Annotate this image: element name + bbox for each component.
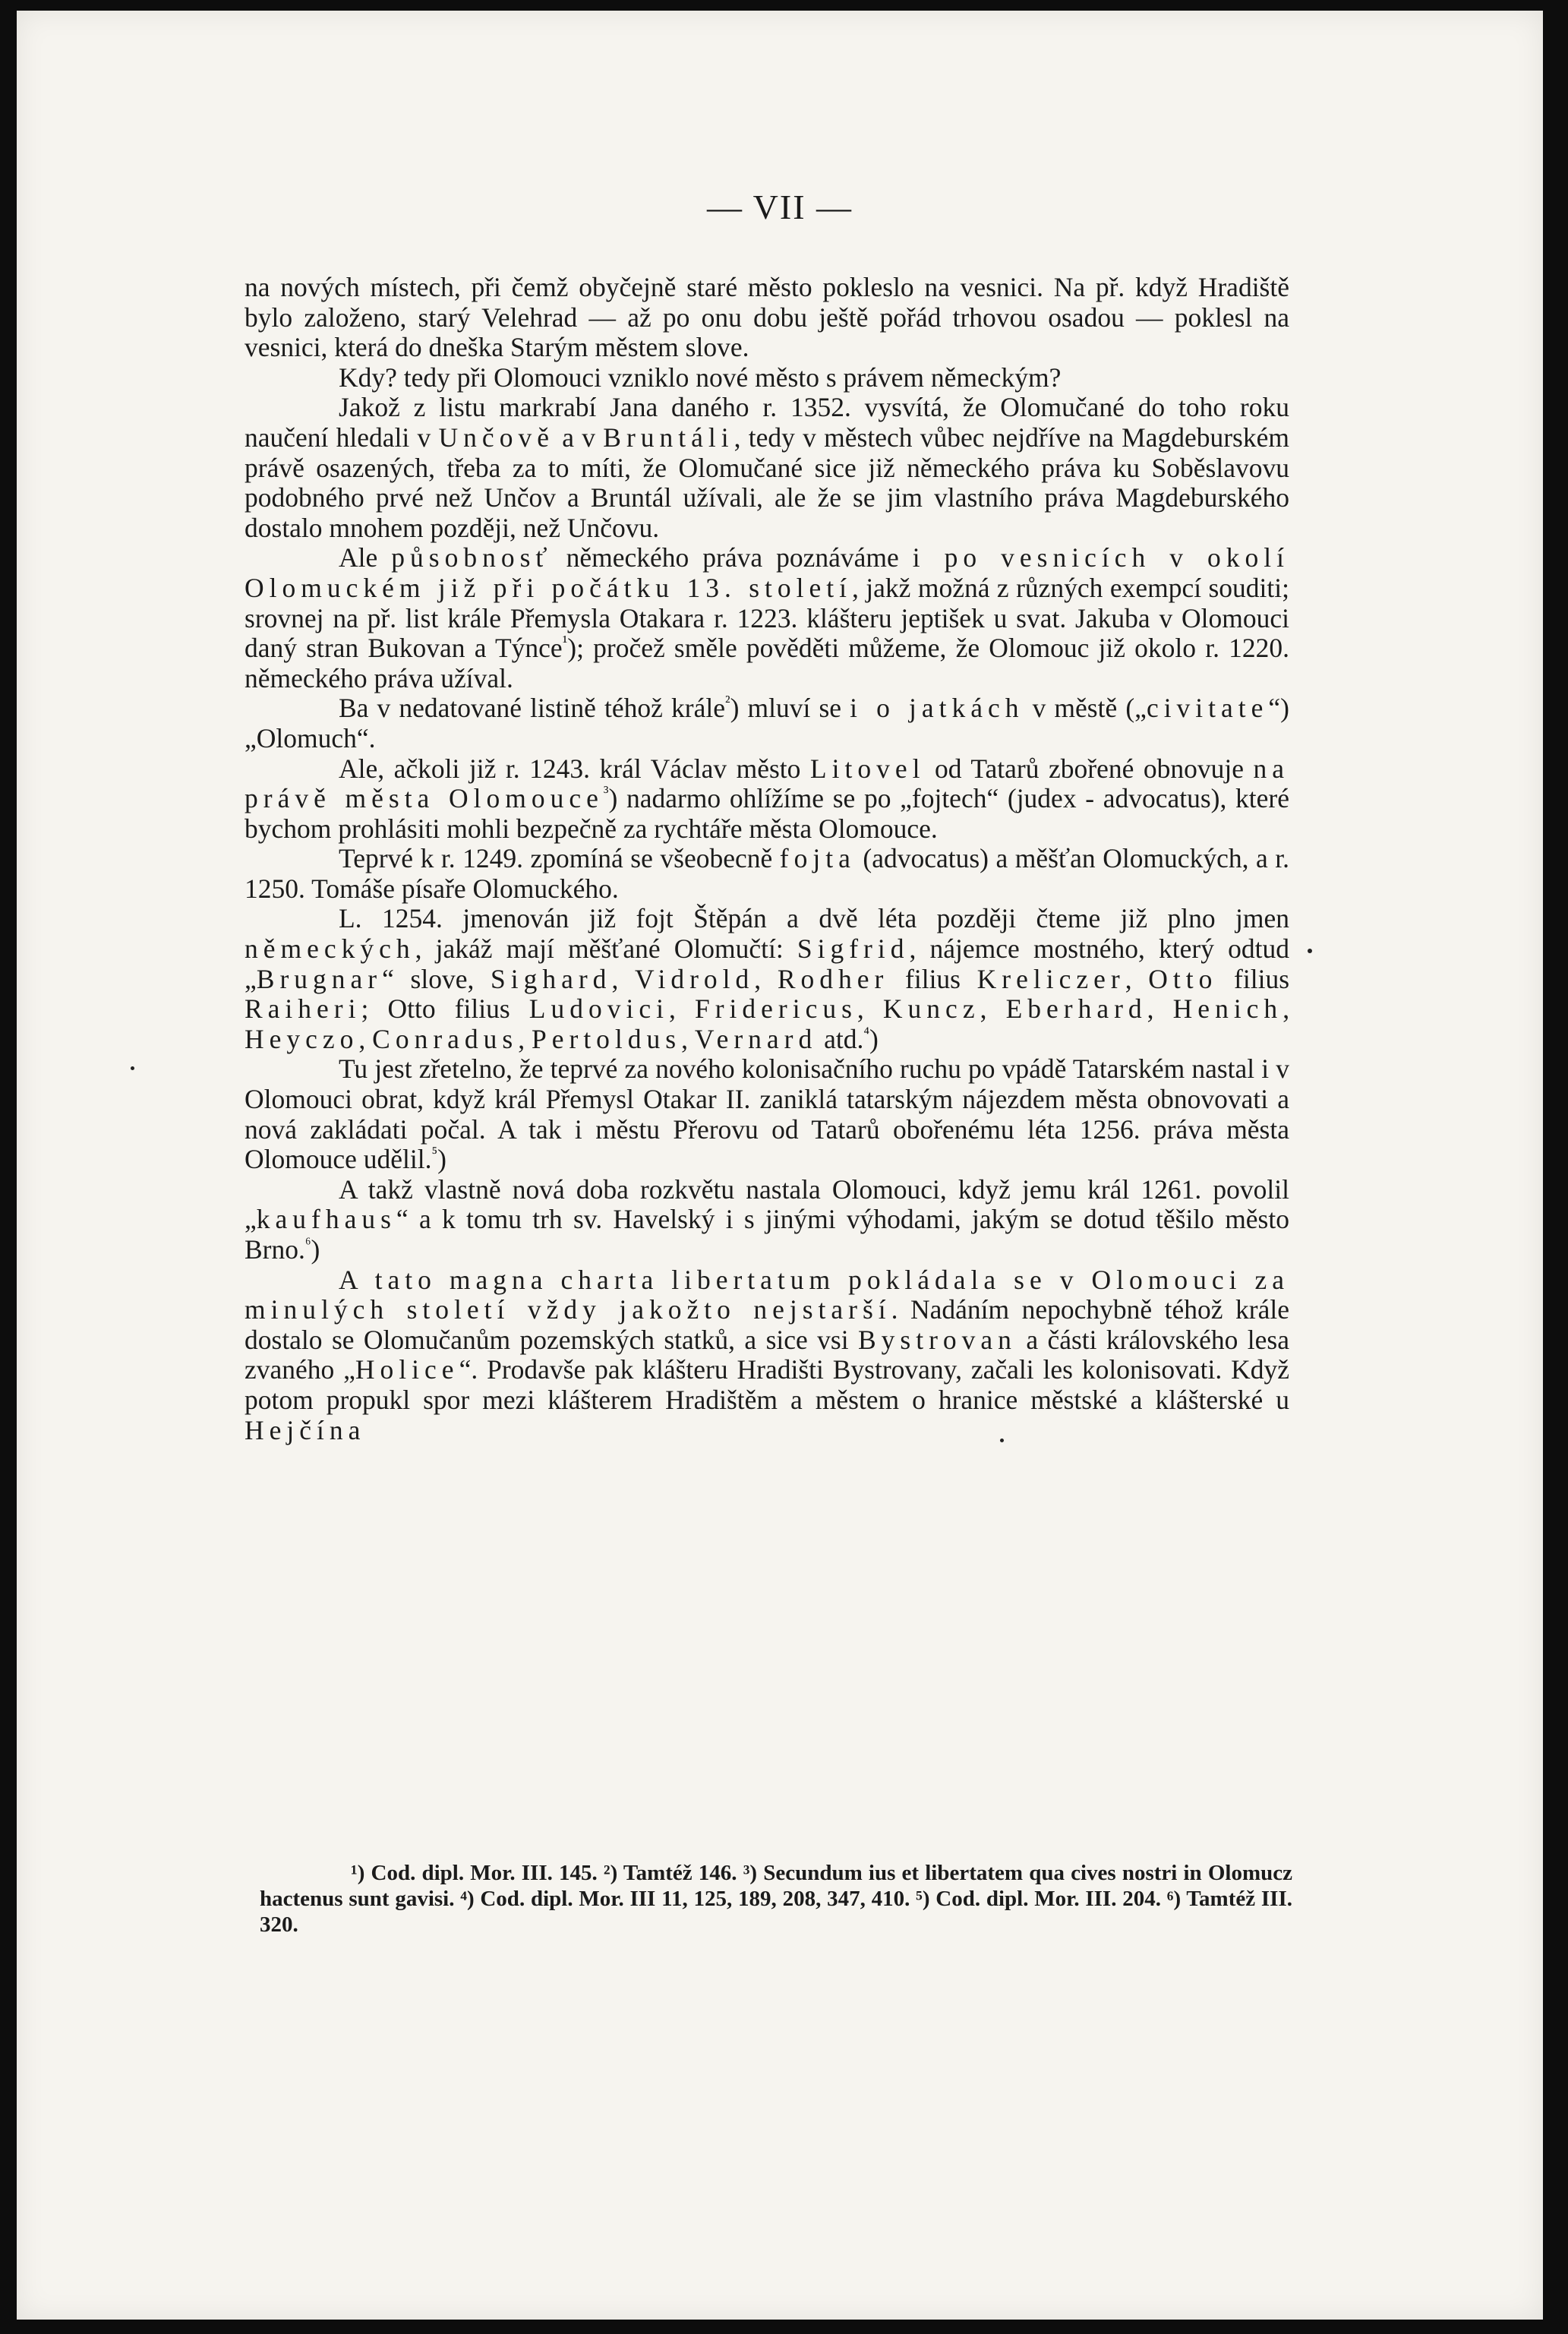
text-run: Kdy? tedy při Olomouci vzniklo nové město s právem německým? xyxy=(339,362,1062,393)
footnotes xyxy=(260,1860,1292,1938)
spaced-text: Sighard xyxy=(491,963,612,994)
spaced-text: Vernard xyxy=(694,1023,818,1054)
footnote-marker: ⁴ xyxy=(863,1023,870,1043)
spaced-text: Eberhard xyxy=(1005,993,1147,1025)
spaced-text: Brugnar xyxy=(256,963,383,994)
footnote-marker: ⁵ xyxy=(431,1143,438,1163)
text-run: Jakož z listu markrabí Jana daného r. 1352. vysvítá, že Olomučané do toho roku naučení hledali v xyxy=(245,392,1289,453)
text-run: filius xyxy=(1217,963,1290,994)
spaced-text: Pertoldus xyxy=(532,1023,682,1054)
paragraph-p4 xyxy=(245,543,1289,693)
text-run: Tu jest zřetelno, že teprvé za nového kolonisačního ruchu po vpádě Tatarském nastal i v Olomouci obrat, když král Přemysl Otakar II. zaniklá tatarským nájezdem města obnovovati a nová zakládati počal. A tak i městu Přerovu od Tatarů obořenému léta 1256. práva města Olomouce udělil. xyxy=(245,1053,1289,1175)
paragraph-p10 xyxy=(245,1175,1289,1265)
text-run: a části královského lesa zvaného „ xyxy=(245,1324,1289,1385)
paragraph-p8 xyxy=(245,904,1289,1054)
text-run: , tedy v městech vůbec nejdříve na Magdeburském právě osazených, třeba za to míti, že Olomučané sice již německého práva ku Soběslavovu podobného prvé než Unčov a Bruntál užívali, ale že se jim vlastního práva Magdeburského dostalo mnohem později, než Unčovu. xyxy=(245,422,1289,543)
text-run: ) xyxy=(311,1234,320,1265)
text-run: L. 1254. jmenován již fojt Štěpán a dvě léta později čteme již plno jmen xyxy=(339,903,1289,934)
spaced-text: Vidrold xyxy=(634,963,755,994)
text-run: , xyxy=(668,993,695,1025)
text-run: , xyxy=(1147,993,1173,1025)
text-run: “ a k tomu trh sv. Havelský i s jinými výhodami, jakým se dotud těšilo město Brno. xyxy=(245,1204,1289,1265)
text-run: “) „Olomuch“. xyxy=(245,693,1290,753)
spaced-text: Hejčína xyxy=(245,1414,366,1445)
text-run: Ale xyxy=(339,542,392,573)
text-run: , jakž možná z různých exempcí souditi; srovnej na př. list krále Přemysla Otakara r. 1223. klášteru jeptišek u svat. Jakuba v Olomouci daný stran Bukovan a Týnce xyxy=(245,572,1289,664)
footnote-marker: ¹ xyxy=(562,632,568,652)
spaced-text: Holice xyxy=(355,1354,459,1385)
scan-speck xyxy=(131,1066,134,1070)
text-run: A takž vlastně nová doba rozkvětu nastala Olomouci, když jemu král 1261. povolil „ xyxy=(245,1173,1289,1235)
spaced-text: Otto xyxy=(1148,963,1218,994)
spaced-text: Henich xyxy=(1172,993,1283,1025)
paragraph-p3 xyxy=(245,393,1289,543)
paragraph-p9 xyxy=(245,1054,1289,1174)
text-run: filius xyxy=(888,963,977,994)
scan-speck xyxy=(1308,949,1312,953)
footnote-text: ¹) Cod. dipl. Mor. III. 145. ²) Tamtéž 146. ³) Secundum ius et libertatem qua cives nostri in Olomucz hactenus sunt gavisi. ⁴) Cod. dipl. Mor. III 11, 125, 189, 208, 347, 410. ⁵) Cod. dipl. Mor. III. 204. ⁶) Tamtéž III. 320. xyxy=(260,1861,1292,1937)
spaced-text: na právě města Olomouce xyxy=(245,753,1289,814)
body-text xyxy=(245,273,1289,1445)
page-number: — VII — xyxy=(706,188,853,226)
text-run: ) xyxy=(437,1144,446,1175)
spaced-text: Sigfrid xyxy=(797,933,910,965)
paragraph-p5 xyxy=(245,693,1289,753)
text-run: , xyxy=(358,1023,373,1054)
footnote-marker: ⁶ xyxy=(304,1233,311,1253)
text-run: Ale, ačkoli již r. 1243. král Václav město xyxy=(339,753,810,784)
scanned-page xyxy=(17,11,1543,2320)
paragraph-p6 xyxy=(245,754,1289,845)
spaced-text: i o jatkách xyxy=(850,693,1024,724)
text-run: , xyxy=(857,993,883,1025)
text-run: od Tatarů zbořené obnovuje xyxy=(925,753,1254,784)
text-run: Ba v nedatované listině téhož krále xyxy=(339,693,725,724)
text-run: , xyxy=(1282,993,1290,1025)
text-run: , xyxy=(1125,963,1149,994)
text-run: , nájemce mostného, který odtud „ xyxy=(245,933,1289,994)
scan-speck xyxy=(1000,1439,1004,1442)
paragraph-p2 xyxy=(245,363,1289,393)
text-run: atd. xyxy=(817,1023,864,1054)
text-run: na nových místech, při čemž obyčejně staré město pokleslo na vesnici. Na př. když Hradiště bylo založeno, starý Velehrad — až po onu dobu ještě pořád trhovou osadou — poklesl na vesnici, která do dneška Starým městem slove. xyxy=(245,272,1289,363)
text-run: německého práva poznáváme xyxy=(552,542,913,573)
footnote-marker: ³ xyxy=(603,782,609,802)
text-run: , jakáž mají měšťané Olomučtí: xyxy=(415,933,797,965)
spaced-text: fojta xyxy=(779,843,856,874)
spaced-text: Unčově xyxy=(438,422,554,453)
spaced-text: Heyczo xyxy=(245,1023,359,1054)
text-run: Teprvé k r. 1249. zpomíná se všeobecně xyxy=(339,843,780,874)
spaced-text: Rodher xyxy=(777,963,889,994)
text-run: . Nadáním nepochybně téhož krále dostalo se Olomučanům pozemských statků, a sice vsi xyxy=(245,1294,1289,1355)
text-run: a v xyxy=(554,422,604,453)
text-run: ) mluví se xyxy=(730,693,850,724)
text-run: , xyxy=(518,1023,532,1054)
spaced-text: Fridericus xyxy=(694,993,857,1025)
paragraph-p7 xyxy=(245,844,1289,904)
spaced-text: A tato magna charta libertatum pokládala se v Olomouci za minulých století vždy jakožto nejstarší xyxy=(245,1264,1289,1325)
text-run: “ slove, xyxy=(382,963,491,994)
text-run: , xyxy=(611,963,635,994)
text-run: v městě („ xyxy=(1024,693,1147,724)
footnote-marker: ² xyxy=(724,692,730,712)
spaced-text: Kreliczer xyxy=(976,963,1125,994)
text-run: , xyxy=(980,993,1006,1025)
spaced-text: Bystrovan xyxy=(857,1324,1017,1355)
spaced-text: německých xyxy=(245,933,415,965)
text-run: , xyxy=(681,1023,695,1054)
text-run: ) xyxy=(869,1023,879,1054)
spaced-text: Bruntáli xyxy=(603,422,734,453)
text-run: , xyxy=(754,963,778,994)
text-run: “. Prodavše pak klášteru Hradišti Bystrovany, začali les kolonisovati. Když potom propukl spor mezi klášterem Hradištěm a městem o hranice městské a klášterské u xyxy=(245,1354,1290,1415)
text-run: ) nadarmo ohlížíme se po „fojtech“ (judex - advocatus), které bychom prohlásiti mohli bezpečně za rychtáře města Olomouce. xyxy=(245,783,1289,844)
spaced-text: Kuncz xyxy=(882,993,980,1025)
text-run: (advocatus) a měšťan Olomuckých, a r. 1250. Tomáše písaře Olomuckého. xyxy=(245,843,1290,904)
spaced-text: kaufhaus xyxy=(256,1204,396,1235)
paragraph-p1 xyxy=(245,273,1289,363)
spaced-text: civitate xyxy=(1146,693,1269,724)
spaced-text: Ludovici xyxy=(528,993,669,1025)
spaced-text: Raiheri xyxy=(245,993,361,1025)
spaced-text: Litovel xyxy=(809,753,926,784)
spaced-text: působnosť xyxy=(391,542,553,573)
text-run: ; Otto filius xyxy=(361,993,529,1025)
text-run: ); pročež směle pověděti můžeme, že Olomouc již okolo r. 1220. německého práva užíval. xyxy=(245,633,1289,693)
paragraph-p11 xyxy=(245,1265,1289,1446)
spaced-text: i po vesnicích v okolí Olomuckém již při počátku 13. století xyxy=(245,542,1289,603)
spaced-text: Conradus xyxy=(372,1023,519,1054)
